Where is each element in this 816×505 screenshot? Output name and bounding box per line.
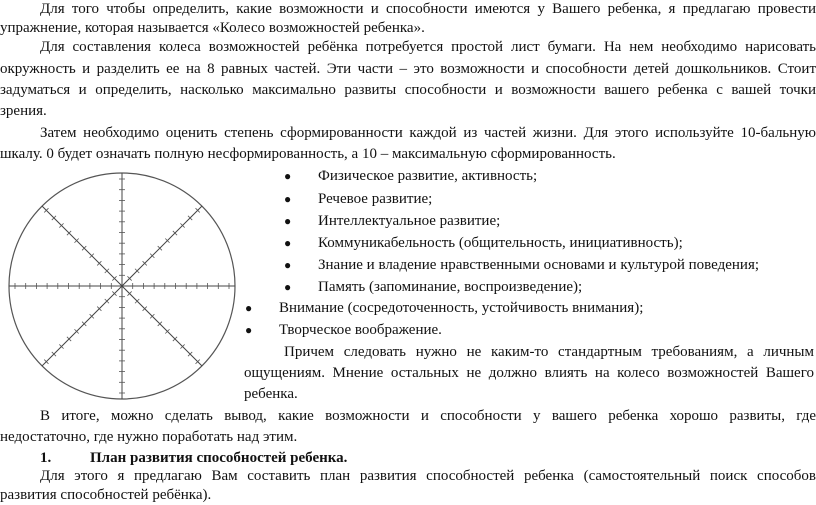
bullet-dot: ● [284,192,292,206]
paragraph-scale-line-1: Затем необходимо оценить степень сформированности каждой из частей жизни. Для этого используйте 10-бальную [40,125,816,141]
bullet-item-physical: Физическое развитие, активность; [318,168,538,184]
paragraph-wheel-line-1: Для составления колеса возможностей ребёнка потребуется простой лист бумаги. На нем необходимо нарисовать [40,39,816,55]
bullet-dot: ● [284,214,292,228]
paragraph-scale-line-2: шкалу. 0 будет означать полную несформированность, а 10 – максимальную сформированность. [0,146,616,162]
bullet-dot: ● [245,323,253,337]
wheel-of-possibilities-diagram [6,170,238,402]
paragraph-plan-line-1: Для этого я предлагаю Вам составить план развития способностей ребенка (самостоятельный поиск способов [40,468,816,484]
section-number: 1. [40,450,52,466]
bullet-item-morals: Знание и владение нравственными основами и культурой поведения; [318,257,760,273]
bullet-item-speech: Речевое развитие; [318,191,433,207]
bullet-item-memory: Память (запоминание, воспроизведение); [318,279,583,295]
paragraph-intro-line-1: Для того чтобы определить, какие возможности и способности имеются у Вашего ребенка, я предлагаю провести [40,1,816,17]
paragraph-wheel-line-2: окружность и разделить ее на 8 равных частей. Эти части – это возможности и способности детей дошкольников. Стоит [0,61,816,77]
paragraph-plan-line-2: развития способностей ребёнка). [0,487,212,503]
bullet-dot: ● [284,258,292,272]
section-title: План развития способностей ребенка. [90,450,348,466]
bullet-dot: ● [284,280,292,294]
bullet-item-attention: Внимание (сосредоточенность, устойчивость внимания); [279,300,644,316]
paragraph-feelings-line-2: ощущениям. Мнение остальных не должно влиять на колесо возможностей Вашего [244,365,814,381]
paragraph-wheel-line-4: зрения. [0,103,47,119]
paragraph-conclusion-line-2: недостаточно, где нужно поработать над этим. [0,429,298,445]
paragraph-wheel-line-3: задуматься и определить, насколько максимально развиты способности и возможности вашего ребенка с вашей точки [0,82,816,98]
bullet-dot: ● [284,236,292,250]
paragraph-intro-line-2: упражнение, которая называется «Колесо возможностей ребенка». [0,20,425,36]
paragraph-conclusion-line-1: В итоге, можно сделать вывод, какие возможности и способности у вашего ребенка хорошо развиты, где [40,408,816,424]
bullet-item-intellectual: Интеллектуальное развитие; [318,213,501,229]
paragraph-feelings-line-3: ребенка. [244,386,298,402]
bullet-dot: ● [245,301,253,315]
wheel-spokes-group [9,173,235,399]
paragraph-feelings-line-1: Причем следовать нужно не каким-то стандартным требованиям, а личным [284,344,814,360]
bullet-item-imagination: Творческое воображение. [279,322,442,338]
bullet-dot: ● [284,169,292,183]
bullet-item-communication: Коммуникабельность (общительность, инициативность); [318,235,683,251]
